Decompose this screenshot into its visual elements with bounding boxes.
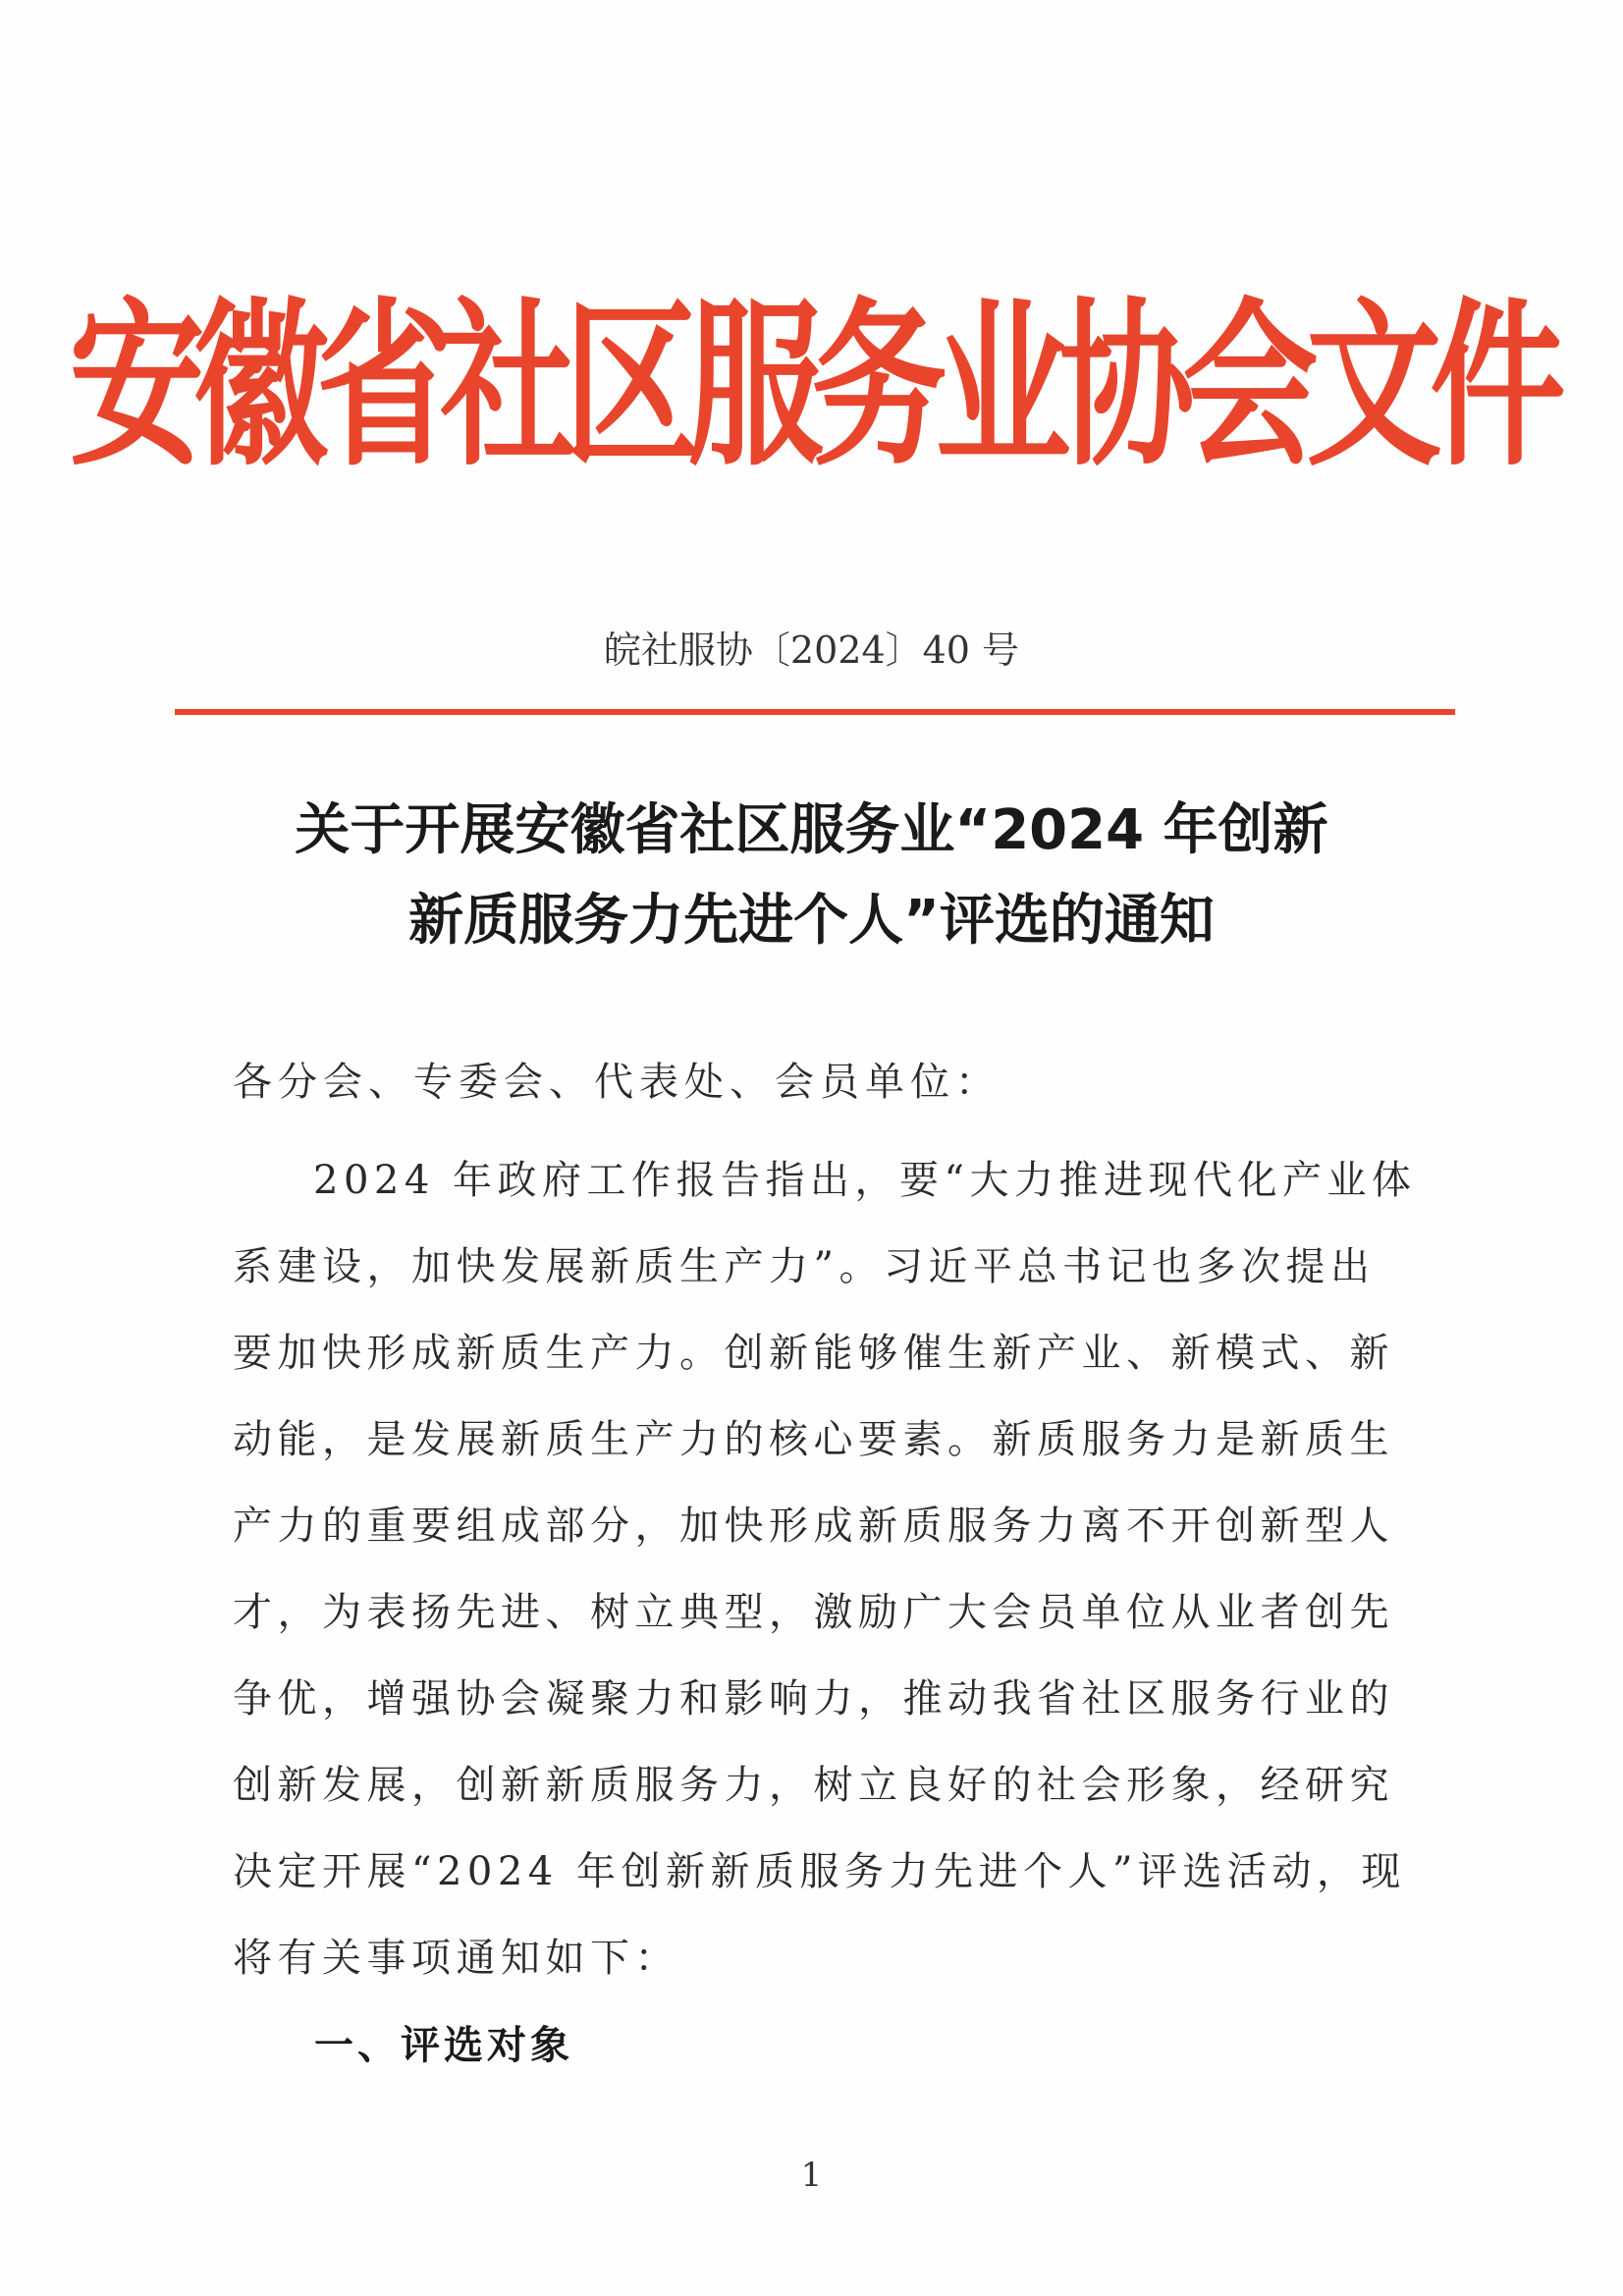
org-header-title: 安徽省社区服务业协会文件 — [69, 282, 1554, 491]
body-line: 决定开展“2024 年创新新质服务力先进个人”评选活动，现 — [233, 1849, 1406, 1894]
section-heading: 一、评选对象 — [314, 2023, 573, 2068]
body-line: 创新发展，创新新质服务力，树立良好的社会形象，经研究 — [233, 1763, 1394, 1808]
body-line: 将有关事项通知如下： — [233, 1936, 679, 1981]
body-paragraph — [233, 1147, 1417, 2011]
body-line: 2024 年政府工作报告指出，要“大力推进现代化产业体 — [313, 1158, 1417, 1203]
notice-title-line: 关于开展安徽省社区服务业“2024 年创新 — [295, 798, 1328, 862]
page-number: 1 — [800, 2156, 823, 2195]
body-line: 产力的重要组成部分，加快形成新质服务力离不开创新型人 — [233, 1503, 1394, 1549]
red-divider-line — [175, 709, 1455, 715]
salutation: 各分会、专委会、代表处、会员单位： — [233, 1060, 1001, 1105]
body-line: 才，为表扬先进、树立典型，激励广大会员单位从业者创先 — [233, 1590, 1394, 1635]
body-line: 争优，增强协会凝聚力和影响力，推动我省社区服务行业的 — [233, 1676, 1394, 1722]
body-line: 动能，是发展新质生产力的核心要素。新质服务力是新质生 — [233, 1417, 1394, 1462]
document-number: 皖社服协〔2024〕40 号 — [603, 629, 1020, 672]
notice-title-line: 新质服务力先进个人”评选的通知 — [408, 889, 1215, 953]
notice-title — [196, 786, 1427, 966]
body-line: 系建设，加快发展新质生产力”。习近平总书记也多次提出 — [233, 1244, 1376, 1289]
body-line: 要加快形成新质生产力。创新能够催生新产业、新模式、新 — [233, 1331, 1394, 1376]
